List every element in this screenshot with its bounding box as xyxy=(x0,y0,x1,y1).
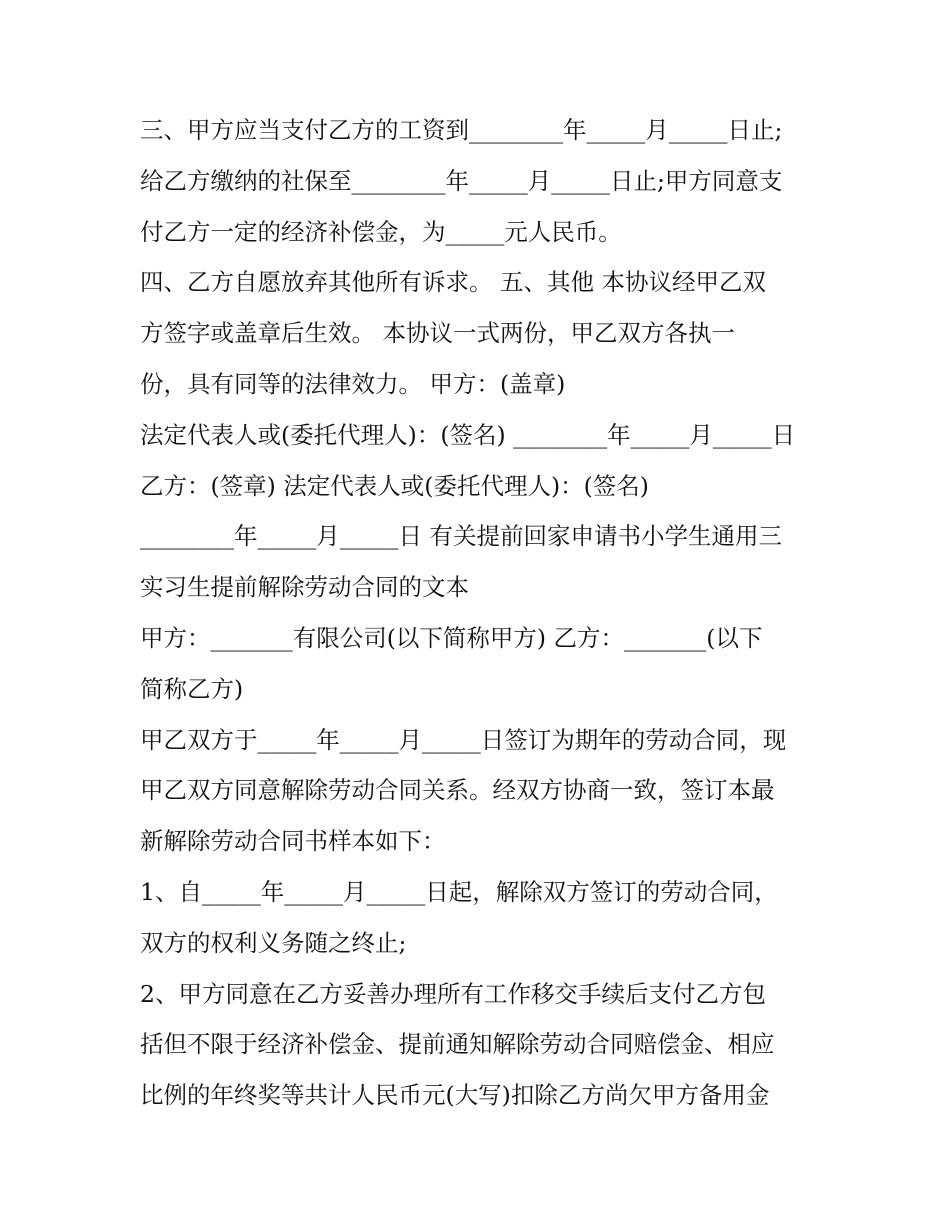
text-line: ________年_____月_____日 有关提前回家申请书小学生通用三 xyxy=(140,522,782,551)
text-line: 甲乙双方于_____年_____月_____日签订为期年的劳动合同，现 xyxy=(140,725,787,754)
text-line: 付乙方一定的经济补偿金，为_____元人民币。 xyxy=(140,217,622,246)
text-line: 份，具有同等的法律效力。 甲方：(盖章) xyxy=(140,369,566,398)
text-line: 括但不限于经济补偿金、提前通知解除劳动合同赔偿金、相应 xyxy=(140,1030,775,1059)
text-line: 比例的年终奖等共计人民币元(大写)扣除乙方尚欠甲方备用金 xyxy=(140,1081,770,1110)
text-line: 甲乙双方同意解除劳动合同关系。经双方协商一致，签订本最 xyxy=(140,776,775,805)
document-body xyxy=(140,105,830,1121)
text-line: 给乙方缴纳的社保至________年_____月_____日止;甲方同意支 xyxy=(140,166,783,195)
text-line: 法定代表人或(委托代理人)：(签名) ________年_____月_____日 xyxy=(140,420,796,449)
text-line: 四、乙方自愿放弃其他所有诉求。 五、其他 本协议经甲乙双 xyxy=(140,268,766,297)
text-line: 方签字或盖章后生效。 本协议一式两份，甲乙双方各执一 xyxy=(140,319,735,348)
text-line: 双方的权利义务随之终止; xyxy=(140,928,407,957)
text-line: 2、甲方同意在乙方妥善办理所有工作移交手续后支付乙方包 xyxy=(140,979,766,1008)
text-line: 1、自_____年_____月_____日起，解除双方签订的劳动合同， xyxy=(140,877,778,906)
text-line: 实习生提前解除劳动合同的文本 xyxy=(140,573,469,602)
text-line: 三、甲方应当支付乙方的工资到________年_____月_____日止; xyxy=(140,116,783,144)
text-line: 甲方：_______有限公司(以下简称甲方) 乙方：_______(以下 xyxy=(140,623,763,652)
text-line: 新解除劳动合同书样本如下： xyxy=(140,827,446,856)
text-line: 简称乙方) xyxy=(140,674,244,703)
text-line: 乙方：(签章) 法定代表人或(委托代理人)：(签名) xyxy=(140,471,649,500)
